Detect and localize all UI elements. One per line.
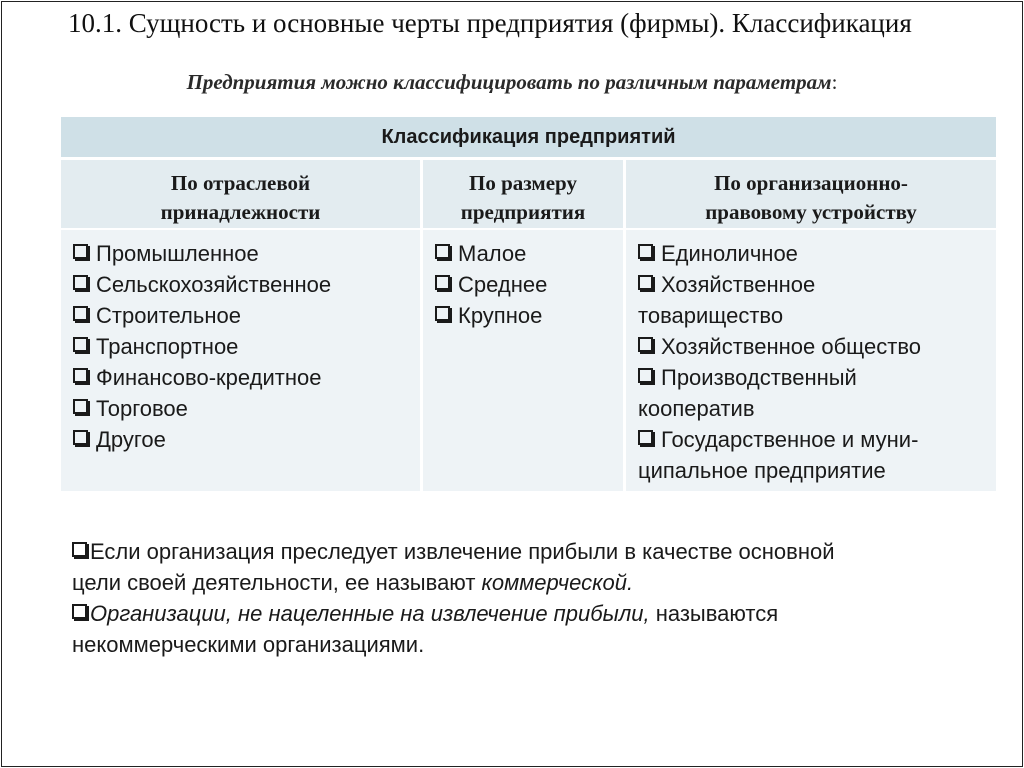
list-item <box>73 238 414 269</box>
list-item-continuation <box>638 393 990 424</box>
list-item-text: Хозяйственное общество <box>661 334 922 359</box>
slide-title: 10.1. Сущность и основные черты предприятия (фирмы). Классификация <box>68 8 912 38</box>
list-item-continuation <box>638 300 990 331</box>
list-item-text: Единоличное <box>661 241 798 266</box>
checkbox-bullet-icon <box>72 542 87 557</box>
column-header-line: По размеру <box>469 171 577 195</box>
list-item-continuation <box>638 455 990 486</box>
list-item <box>73 269 414 300</box>
note-term-commercial: коммерческой. <box>481 570 634 595</box>
list-item-text: Крупное <box>458 303 543 328</box>
column-header-size <box>423 160 623 228</box>
note-text: цели своей деятельности, ее называют <box>72 570 482 595</box>
list-item <box>638 362 990 393</box>
note-text: Если организация преследует извлечение прибыли в качестве основной <box>90 539 835 564</box>
checkbox-bullet-icon <box>73 399 88 414</box>
checkbox-bullet-icon <box>638 430 653 445</box>
list-item <box>73 362 414 393</box>
legal-form-list <box>638 238 990 486</box>
list-item-text: кооператив <box>638 396 755 421</box>
list-item-text: Государственное и муни- <box>661 427 919 452</box>
checkbox-bullet-icon <box>73 430 88 445</box>
list-item-text: Сельскохозяйственное <box>96 272 332 297</box>
column-header-line: По отраслевой <box>170 171 311 195</box>
industry-list <box>73 238 414 455</box>
checkbox-bullet-icon <box>73 337 88 352</box>
table-header: Классификация предприятий <box>61 117 996 157</box>
list-item-text: Производственный <box>661 365 857 390</box>
classification-table <box>61 117 996 491</box>
column-body-legal-form <box>626 230 996 491</box>
list-item-text: ципальное предприятие <box>638 458 886 483</box>
checkbox-bullet-icon <box>638 337 653 352</box>
note-text-italic: Организации, не нацеленные на извлечение прибыли, <box>90 601 650 626</box>
checkbox-bullet-icon <box>73 368 88 383</box>
list-item <box>638 269 990 300</box>
checkbox-bullet-icon <box>638 244 653 259</box>
size-list <box>435 238 617 331</box>
checkbox-bullet-icon <box>73 244 88 259</box>
list-item-text: Хозяйственное <box>661 272 816 297</box>
list-item-text: Среднее <box>458 272 548 297</box>
column-header-industry <box>61 160 420 228</box>
note-commercial-line-2 <box>72 567 992 598</box>
column-header-legal-form <box>626 160 996 228</box>
list-item <box>435 300 617 331</box>
list-item-text: Строительное <box>96 303 241 328</box>
note-noncommercial-line-1 <box>72 598 992 629</box>
checkbox-bullet-icon <box>638 275 653 290</box>
list-item-text: Малое <box>458 241 527 266</box>
list-item <box>435 238 617 269</box>
list-item-text: товарищество <box>638 303 784 328</box>
list-item <box>435 269 617 300</box>
note-noncommercial-line-2: некоммерческими организациями. <box>72 632 425 657</box>
column-header-line: предприятия <box>460 200 586 224</box>
note-text: называются <box>649 601 779 626</box>
column-header-line: правовому устройству <box>705 200 917 224</box>
list-item <box>638 238 990 269</box>
slide-subtitle <box>0 70 1024 95</box>
checkbox-bullet-icon <box>72 604 87 619</box>
checkbox-bullet-icon <box>73 306 88 321</box>
notes-block <box>72 536 992 660</box>
list-item-text: Другое <box>96 427 166 452</box>
list-item <box>638 331 990 362</box>
checkbox-bullet-icon <box>435 275 450 290</box>
checkbox-bullet-icon <box>435 306 450 321</box>
column-body-size <box>423 230 623 491</box>
checkbox-bullet-icon <box>73 275 88 290</box>
column-body-industry <box>61 230 420 491</box>
subtitle-colon: : <box>831 70 838 94</box>
list-item <box>73 300 414 331</box>
checkbox-bullet-icon <box>435 244 450 259</box>
list-item-text: Транспортное <box>96 334 239 359</box>
list-item <box>73 331 414 362</box>
list-item <box>638 424 990 455</box>
subtitle-text: Предприятия можно классифицировать по различным параметрам <box>186 70 832 94</box>
list-item-text: Промышленное <box>96 241 259 266</box>
list-item <box>73 424 414 455</box>
column-header-line: По организационно- <box>714 171 908 195</box>
column-header-line: принадлежности <box>160 200 321 224</box>
checkbox-bullet-icon <box>638 368 653 383</box>
list-item-text: Торговое <box>96 396 188 421</box>
list-item <box>73 393 414 424</box>
list-item-text: Финансово-кредитное <box>96 365 322 390</box>
note-commercial-line-1 <box>72 536 992 567</box>
